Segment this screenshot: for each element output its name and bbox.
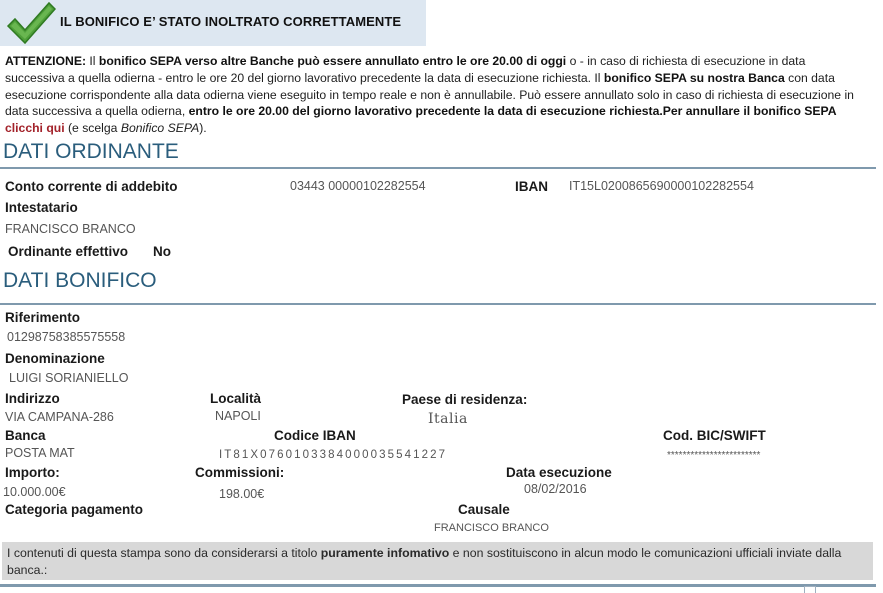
paese-value: Italia — [428, 411, 468, 427]
causale-value: FRANCISCO BRANCO — [434, 522, 549, 534]
document-icon[interactable] — [804, 586, 816, 593]
notice-text: ). — [199, 121, 207, 136]
checkmark-icon — [6, 1, 56, 45]
section-title-bonifico: DATI BONIFICO — [3, 269, 157, 292]
intestatario-label: Intestatario — [5, 200, 78, 215]
section-divider — [0, 303, 876, 305]
success-title: IL BONIFICO E’ STATO INOLTRATO CORRETTAMENTE — [60, 14, 402, 29]
conto-value: 03443 00000102282554 — [290, 179, 426, 193]
indirizzo-label: Indirizzo — [5, 391, 60, 406]
commissioni-value: 198.00€ — [219, 487, 265, 501]
paese-label: Paese di residenza: — [402, 392, 528, 407]
disclaimer-text — [7, 545, 869, 578]
localita-label: Località — [210, 391, 262, 406]
iban-ordinante-label: IBAN — [515, 179, 548, 194]
cancellation-notice — [5, 53, 867, 137]
notice-strong: bonifico SEPA verso altre Banche può essere annullato entro le ore 20.00 di oggi — [98, 54, 567, 68]
riferimento-label: Riferimento — [5, 310, 81, 325]
notice-strong: bonifico SEPA su nostra Banca — [603, 70, 785, 85]
commissioni-label: Commissioni: — [195, 465, 285, 480]
intestatario-value: FRANCISCO BRANCO — [5, 222, 136, 236]
bic-label: Cod. BIC/SWIFT — [663, 428, 766, 443]
iban-beneficiario-value: IT81X0760103384000035541227 — [219, 449, 448, 461]
ordinante-effettivo-value: No — [153, 244, 171, 259]
categoria-label: Categoria pagamento — [5, 502, 144, 517]
banca-label: Banca — [5, 428, 46, 443]
importo-label: Importo: — [5, 465, 60, 480]
section-title-ordinante: DATI ORDINANTE — [3, 140, 179, 163]
notice-text: con data esecuzione corrispondente alla data odierna viene eseguito in tempo reale e non è annullabile. Può essere annullato solo in caso di richiesta di esecuzione in data successiva a quella odierna, — [5, 70, 854, 119]
conto-label: Conto corrente di addebito — [5, 179, 178, 194]
bottom-divider — [0, 584, 876, 587]
cancel-link[interactable]: clicchi qui — [5, 121, 65, 136]
notice-italic: Bonifico SEPA — [120, 121, 200, 136]
data-esecuzione-label: Data esecuzione — [506, 465, 612, 480]
disclaimer-part: I contenuti di questa stampa sono da considerarsi a titolo — [7, 546, 321, 560]
data-esecuzione-value: 08/02/2016 — [524, 482, 587, 496]
iban-beneficiario-label: Codice IBAN — [274, 428, 356, 443]
disclaimer-part: e non sostituiscono in alcun modo le comunicazioni ufficiali inviate dalla banca.: — [7, 546, 842, 577]
notice-strong: entro le ore 20.00 del giorno lavorativo precedente la data di esecuzione richiesta.Per annullare il bonifico SEPA — [188, 104, 837, 119]
notice-text: Il — [86, 54, 99, 68]
bic-value: ************************ — [667, 450, 761, 461]
denominazione-label: Denominazione — [5, 351, 105, 366]
notice-attention: ATTENZIONE: — [5, 54, 87, 68]
iban-ordinante-value: IT15L0200865690000102282554 — [569, 179, 754, 193]
notice-text: (e scelga — [64, 121, 121, 136]
riferimento-value: 01298758385575558 — [7, 330, 126, 344]
ordinante-effettivo-label: Ordinante effettivo — [8, 244, 129, 259]
importo-value: 10.000.00€ — [3, 485, 66, 499]
section-divider — [0, 167, 876, 169]
notice-text: o - in caso di richiesta di esecuzione in data successiva a quella odierna - entro le ore 20 del giorno lavorativo precedente la data di esecuzione richiesta. Il — [5, 54, 806, 85]
indirizzo-value: VIA CAMPANA-286 — [5, 410, 114, 424]
denominazione-value: LUIGI SORIANIELLO — [9, 371, 129, 385]
banca-value: POSTA MAT — [5, 446, 75, 460]
localita-value: NAPOLI — [215, 409, 261, 423]
causale-label: Causale — [458, 502, 510, 517]
disclaimer-strong: puramente infomativo — [320, 546, 450, 560]
